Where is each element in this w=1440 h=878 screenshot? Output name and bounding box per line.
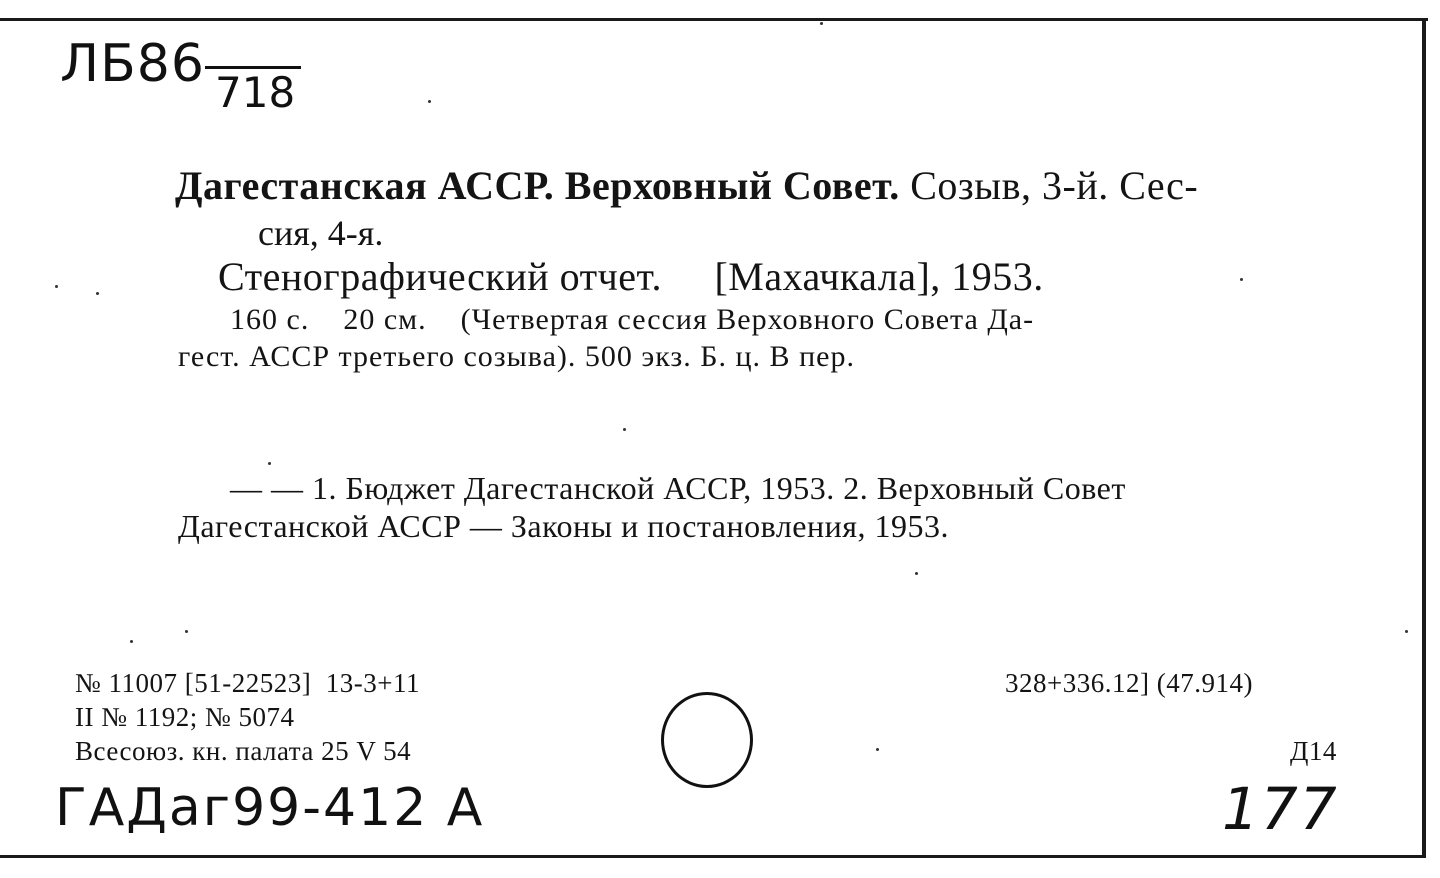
classification-index: 328+336.12] (47.914)	[1005, 668, 1253, 698]
card-border-bottom	[0, 855, 1426, 858]
card-border-right	[1422, 18, 1426, 858]
speck	[1240, 278, 1243, 281]
speck	[55, 285, 58, 288]
author-code: Д14	[1290, 736, 1337, 766]
shelfmark-main: ЛБ86	[60, 34, 205, 94]
speck	[96, 292, 99, 295]
handwritten-inventory: ГАДаг99-412 А	[55, 778, 485, 838]
bibliographic-number: № 11007 [51-22523] 13-3+11	[75, 668, 420, 698]
subjects-line-1: — — 1. Бюджет Дагестанской АССР, 1953. 2. Верховный Совет	[230, 470, 1126, 506]
heading-rest: Созыв, 3-й. Сес-	[899, 163, 1199, 208]
speck	[876, 748, 879, 751]
speck	[268, 462, 271, 465]
registration-numbers: II № 1192; № 5074	[75, 702, 295, 732]
title-line: Стенографический отчет. [Махачкала], 1953.	[218, 254, 1044, 299]
speck	[623, 428, 626, 431]
description-line-1: 160 с. 20 см. (Четвертая сессия Верховного Совета Да-	[230, 303, 1035, 336]
heading-bold: Дагестанская АССР. Верховный Совет.	[175, 163, 900, 208]
description-line-2: гест. АССР третьего созыва). 500 экз. Б. ц. В пер.	[178, 340, 855, 373]
circle-stamp	[661, 692, 753, 788]
speck	[130, 640, 133, 643]
card-border-top	[0, 18, 1428, 21]
heading-continuation: сия, 4-я.	[258, 213, 384, 253]
shelfmark-sub: 718	[215, 68, 296, 117]
chamber-imprint: Всесоюз. кн. палата 25 V 54	[75, 736, 412, 766]
speck	[428, 100, 431, 103]
subjects-line-2: Дагестанской АССР — Законы и постановления, 1953.	[178, 508, 949, 544]
speck	[185, 630, 188, 633]
speck	[820, 22, 823, 25]
speck	[915, 572, 918, 575]
handwritten-number: 177	[1222, 775, 1339, 843]
speck	[1405, 630, 1408, 633]
heading-line	[175, 162, 1198, 209]
